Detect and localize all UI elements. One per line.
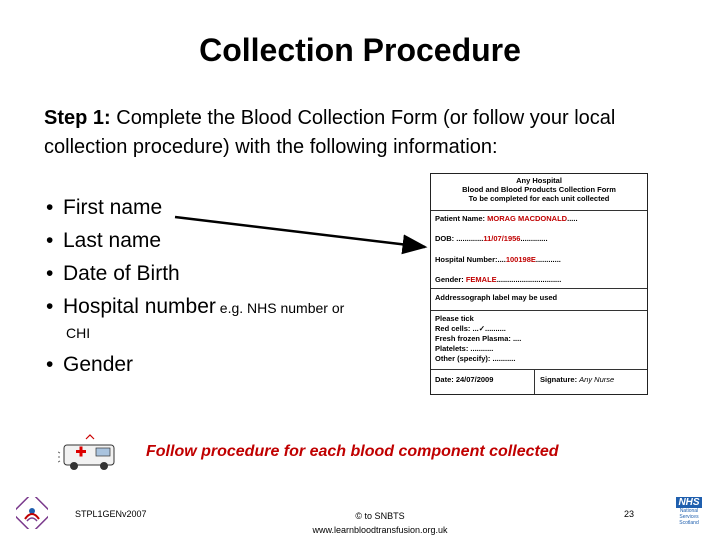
form-label: DOB: ............. bbox=[435, 234, 484, 243]
step-label: Step 1: bbox=[44, 107, 111, 129]
bullet-note: e.g. NHS number or bbox=[215, 300, 345, 316]
form-gender-row bbox=[431, 275, 647, 284]
form-dob-row bbox=[431, 234, 647, 243]
nhs-logo-text: Services bbox=[679, 514, 699, 520]
form-other: Other (specify): ........... bbox=[435, 354, 516, 363]
page-number: 23 bbox=[624, 509, 635, 519]
form-date: Date: 24/07/2009 bbox=[435, 375, 494, 384]
form-header-line: Blood and Blood Products Collection Form bbox=[462, 185, 616, 194]
form-value: 100198E bbox=[505, 255, 536, 264]
nhs-logo-text: National bbox=[679, 508, 699, 514]
nhs-logo-mark: NHS bbox=[676, 497, 702, 508]
footer-code: STPL1GENv2007 bbox=[75, 509, 147, 519]
form-header bbox=[431, 174, 647, 210]
bullet-text: First name bbox=[63, 196, 163, 219]
form-red-cells: Red cells: ...✓.......... bbox=[435, 324, 506, 333]
form-trail: ............................... bbox=[496, 275, 562, 284]
footer-credit bbox=[280, 509, 480, 537]
form-label: Patient Name: bbox=[435, 214, 488, 223]
bullet-continuation: CHI bbox=[66, 325, 91, 341]
form-trail: ..... bbox=[567, 214, 578, 223]
form-platelets: Platelets: ........... bbox=[435, 344, 494, 353]
form-trail: ............ bbox=[535, 255, 561, 264]
form-trail: ............. bbox=[520, 234, 548, 243]
bullet-text: Last name bbox=[63, 229, 162, 252]
bullet-gender: • Gender bbox=[46, 353, 134, 376]
snbts-logo-icon bbox=[16, 497, 48, 529]
form-tick-title: Please tick bbox=[435, 314, 474, 323]
form-header-line: To be completed for each unit collected bbox=[468, 194, 610, 203]
bullet-text: Gender bbox=[63, 353, 134, 376]
bullet-last-name: • Last name bbox=[46, 229, 162, 252]
form-value: MORAG MACDONALD bbox=[487, 214, 568, 223]
page-title: Collection Procedure bbox=[199, 32, 521, 68]
form-label: Hospital Number:.... bbox=[435, 255, 506, 264]
follow-procedure-text: Follow procedure for each blood component collected bbox=[146, 443, 559, 460]
form-patient-row bbox=[431, 214, 647, 223]
form-label: Signature: bbox=[540, 375, 580, 384]
form-ffp: Fresh frozen Plasma: .... bbox=[435, 334, 522, 343]
bullet-hospital-number: • Hospital number e.g. NHS number or bbox=[46, 295, 345, 318]
nhs-logo-text: Scotland bbox=[679, 520, 699, 526]
form-label: Gender: bbox=[435, 275, 466, 284]
form-signature bbox=[536, 375, 646, 384]
form-value: FEMALE bbox=[465, 275, 497, 284]
bullet-first-name: • First name bbox=[46, 196, 163, 219]
form-value: 11/07/1956 bbox=[483, 234, 521, 243]
step-text: Complete the Blood Collection Form (or follow your local collection procedure) with the following information: bbox=[44, 107, 616, 158]
form-hospital-row bbox=[431, 255, 647, 264]
form-address-row: Addressograph label may be used bbox=[435, 293, 558, 302]
ambulance-icon bbox=[58, 433, 126, 473]
form-header-line: Any Hospital bbox=[516, 176, 562, 185]
nhs-logo bbox=[668, 497, 710, 526]
footer-copyright: © to SNBTS bbox=[355, 511, 405, 521]
collection-form-image bbox=[430, 173, 648, 395]
step-instruction bbox=[44, 104, 694, 162]
footer-url[interactable]: www.learnbloodtransfusion.org.uk bbox=[312, 525, 448, 535]
form-value: Any Nurse bbox=[579, 375, 615, 384]
bullet-text: Hospital number bbox=[63, 295, 216, 318]
bullet-dob: • Date of Birth bbox=[46, 262, 180, 285]
arrow-icon bbox=[170, 205, 432, 255]
bullet-text: Date of Birth bbox=[63, 262, 180, 285]
